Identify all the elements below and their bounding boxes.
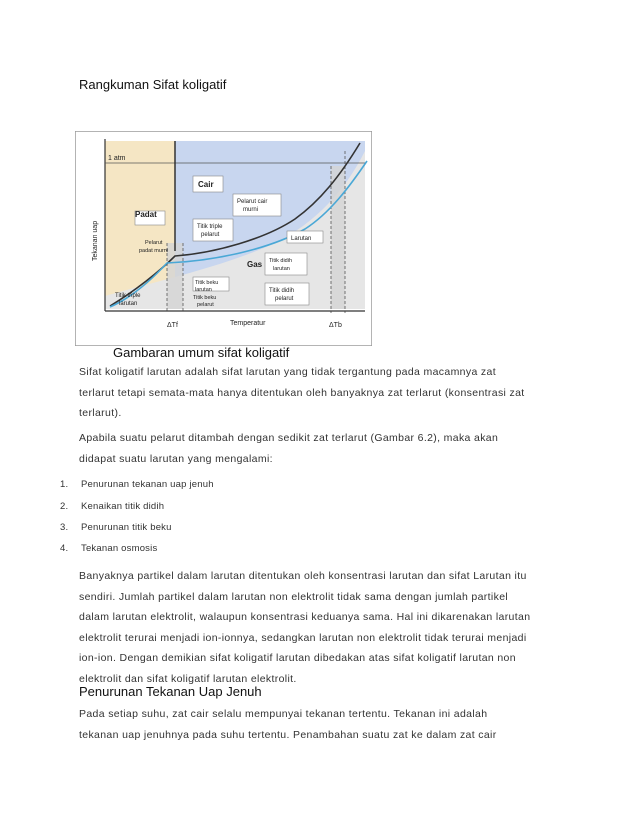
paragraph-definition: Sifat koligatif larutan adalah sifat larutan yang tidak tergantung pada macamnya zat terlarut tetapi semata-mata hanya ditentukan oleh banyaknya zat terlarut (konsentrasi zat terlarut).: [79, 366, 525, 419]
paragraph-intro: Apabila suatu pelarut ditambah dengan sedikit zat terlarut (Gambar 6.2), maka akan didapat suatu larutan yang mengalami:: [79, 432, 499, 465]
page-title: Rangkuman Sifat koligatif: [79, 77, 227, 92]
paragraph-particles: Banyaknya partikel dalam larutan ditentukan oleh konsentrasi larutan dan sifat Larutan itu sendiri. Jumlah partikel dalam larutan non elektrolit tidak sama dengan jumlah partikel dalam larutan elektrolit, walaupun konsentrasi keduanya sama. Hal ini dikarenakan larutan elektrolit terurai menjadi ion-ionnya, sedangkan larutan non elektrolit tidak terurai menjadi ion-ion. Dengan demikian sifat koligatif larutan dibedakan atas sifat koligatif larutan non elektrolit dan sifat koligatif larutan elektrolit.: [79, 570, 531, 685]
paragraph-vapor-pressure: Pada setiap suhu, zat cair selalu mempunyai tekanan tertentu. Tekanan ini adalah tekanan uap jenuhnya pada suhu tertentu. Penambahan suatu zat ke dalam zat cair: [79, 708, 497, 741]
phase-diagram-figure: [75, 131, 372, 346]
larutan-label: Larutan: [291, 236, 312, 242]
temperatur-label: Temperatur: [230, 320, 266, 327]
delta-tf-label: ΔTf: [167, 322, 178, 329]
cair-label: Cair: [198, 180, 214, 189]
gas-label: Gas: [247, 260, 263, 269]
titik-triple-pelarut-label: Titik triple pelarut: [197, 224, 223, 238]
titik-beku-pelarut-label: Titik beku pelarut: [193, 295, 217, 308]
section-heading: Penurunan Tekanan Uap Jenuh: [79, 684, 262, 699]
list-item: 4. Tekanan osmosis: [60, 543, 158, 554]
list-item: 1. Penurunan tekanan uap jenuh: [60, 479, 214, 490]
titik-didih-larutan-label: Titik didih larutan: [269, 258, 293, 272]
delta-tb-label: ΔTb: [329, 322, 342, 329]
padat-label: Padat: [135, 210, 157, 219]
pelarut-padat-murni-label: Pelarut padat murni: [139, 240, 169, 254]
atm-label: 1 atm: [108, 155, 126, 162]
pelarut-cair-murni-label: Pelarut cair murni: [237, 199, 268, 213]
titik-triple-larutan-label: Titik triple larutan: [115, 293, 141, 307]
figure-caption: Gambaran umum sifat koligatif: [113, 345, 290, 360]
titik-didih-pelarut-label: Titik didih pelarut: [269, 288, 295, 302]
titik-beku-larutan-label: Titik beku larutan: [195, 280, 219, 293]
list-item: 3. Penurunan titik beku: [60, 522, 172, 533]
list-item: 2. Kenaikan titik didih: [60, 501, 165, 512]
y-axis-label: Tekanan uap: [92, 220, 99, 261]
